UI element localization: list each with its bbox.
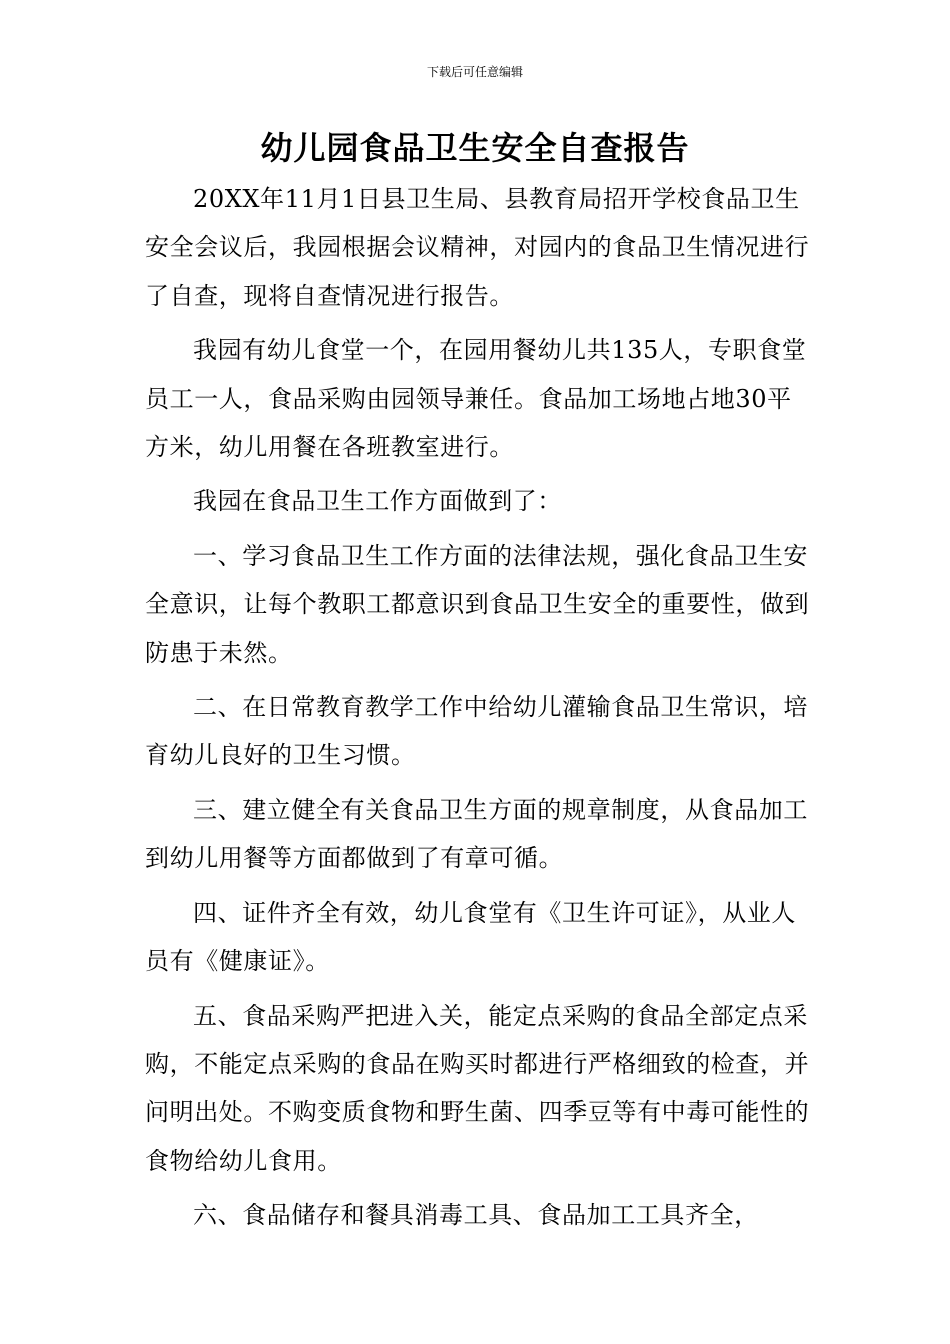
paragraph-item-2: 二、在日常教育教学工作中给幼儿灌输食品卫生常识，培育幼儿良好的卫生习惯。 xyxy=(145,693,808,770)
header-note: 下载后可任意编辑 xyxy=(426,65,523,79)
document-title: 幼儿园食品卫生安全自查报告 xyxy=(260,129,690,167)
paragraph-item-6: 六、食品储存和餐具消毒工具、食品加工工具齐全， xyxy=(193,1201,759,1230)
paragraph-item-4: 四、证件齐全有效，幼儿食堂有《卫生许可证》，从业人员有《健康证》。 xyxy=(145,898,796,976)
paragraph-work-summary-intro: 我园在食品卫生工作方面做到了： xyxy=(193,487,562,516)
paragraph-item-3: 三、建立健全有关食品卫生方面的规章制度，从食品加工到幼儿用餐等方面都做到了有章可循。 xyxy=(145,795,808,873)
paragraph-item-1: 一、学习食品卫生工作方面的法律法规，强化食品卫生安全意识，让每个教职工都意识到食品卫生安全的重要性，做到防患于未然。 xyxy=(145,541,810,667)
paragraph-canteen-overview: 我园有幼儿食堂一个，在园用餐幼儿共135人，专职食堂员工一人，食品采购由园领导兼任。食品加工场地占地30平方米，幼儿用餐在各班教室进行。 xyxy=(145,336,807,462)
document-body xyxy=(145,175,810,1246)
paragraph-meeting-intro: 20XX年11月1日县卫生局、县教育局招开学校食品卫生安全会议后，我园根据会议精神，对园内的食品卫生情况进行了自查，现将自查情况进行报告。 xyxy=(145,185,810,310)
paragraph-item-5: 五、食品采购严把进入关，能定点采购的食品全部定点采购，不能定点采购的食品在购买时都进行严格细致的检查，并问明出处。不购变质食物和野生菌、四季豆等有中毒可能性的食物给幼儿食用。 xyxy=(145,1001,810,1175)
